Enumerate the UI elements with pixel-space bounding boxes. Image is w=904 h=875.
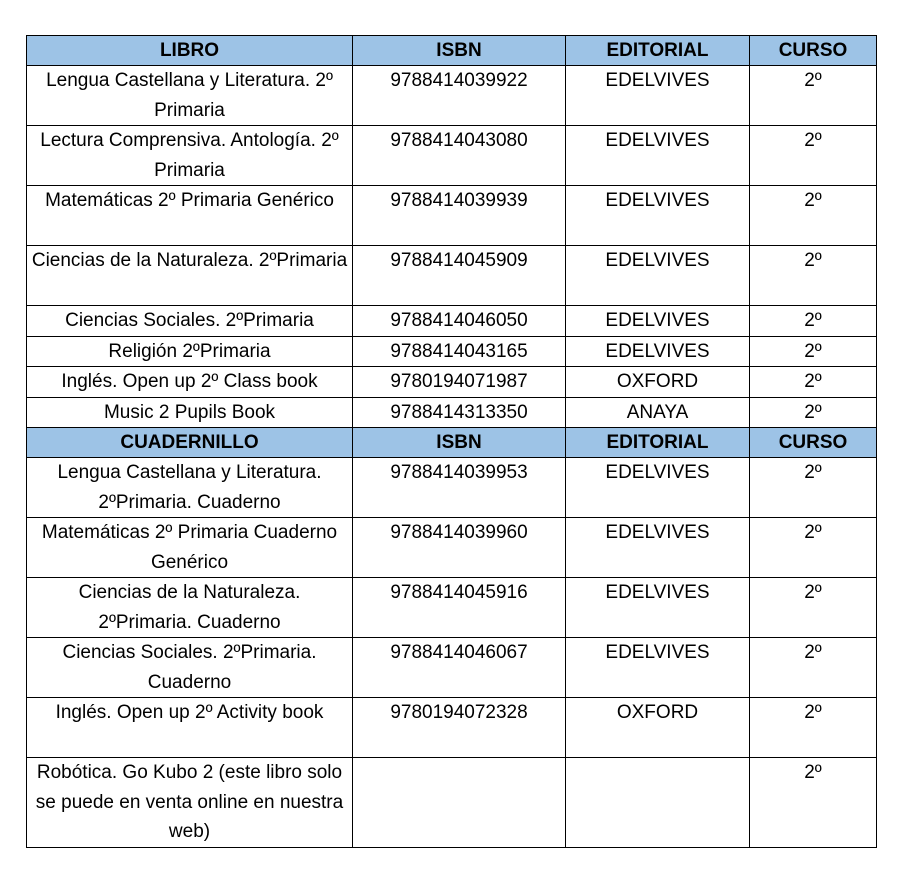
title-cell: Matemáticas 2º Primaria Genérico xyxy=(27,186,353,246)
header-isbn: ISBN xyxy=(353,428,566,458)
curso-cell: 2º xyxy=(750,126,877,186)
isbn-cell: 9788414043080 xyxy=(353,126,566,186)
header-curso: CURSO xyxy=(750,36,877,66)
editorial-cell: EDELVIVES xyxy=(566,518,750,578)
isbn-cell: 9788414045909 xyxy=(353,246,566,306)
isbn-cell: 9788414045916 xyxy=(353,578,566,638)
curso-cell: 2º xyxy=(750,758,877,848)
title-cell: Matemáticas 2º Primaria Cuaderno Genérico xyxy=(27,518,353,578)
title-cell: Lectura Comprensiva. Antología. 2º Primaria xyxy=(27,126,353,186)
table-row xyxy=(27,66,877,126)
table-row xyxy=(27,758,877,848)
editorial-cell: OXFORD xyxy=(566,698,750,758)
header-cuadernillo: CUADERNILLO xyxy=(27,428,353,458)
isbn-cell: 9788414039922 xyxy=(353,66,566,126)
isbn-cell: 9788414039960 xyxy=(353,518,566,578)
curso-cell: 2º xyxy=(750,518,877,578)
title-cell: Ciencias de la Naturaleza. 2ºPrimaria xyxy=(27,246,353,306)
book-list-table xyxy=(26,35,877,848)
curso-cell: 2º xyxy=(750,66,877,126)
curso-cell: 2º xyxy=(750,306,877,337)
title-cell: Inglés. Open up 2º Activity book xyxy=(27,698,353,758)
editorial-cell: OXFORD xyxy=(566,367,750,398)
table-row xyxy=(27,397,877,428)
table-row xyxy=(27,367,877,398)
isbn-cell: 9788414039939 xyxy=(353,186,566,246)
isbn-cell: 9780194071987 xyxy=(353,367,566,398)
editorial-cell: ANAYA xyxy=(566,397,750,428)
curso-cell: 2º xyxy=(750,638,877,698)
table-row xyxy=(27,518,877,578)
header-libro: LIBRO xyxy=(27,36,353,66)
table-row xyxy=(27,186,877,246)
table-row xyxy=(27,578,877,638)
editorial-cell: EDELVIVES xyxy=(566,126,750,186)
title-cell: Lengua Castellana y Literatura. 2ºPrimaria. Cuaderno xyxy=(27,458,353,518)
isbn-cell: 9788414043165 xyxy=(353,336,566,367)
title-cell: Inglés. Open up 2º Class book xyxy=(27,367,353,398)
isbn-cell xyxy=(353,758,566,848)
title-cell: Music 2 Pupils Book xyxy=(27,397,353,428)
editorial-cell: EDELVIVES xyxy=(566,186,750,246)
table-row xyxy=(27,126,877,186)
editorial-cell: EDELVIVES xyxy=(566,638,750,698)
title-cell: Ciencias Sociales. 2ºPrimaria xyxy=(27,306,353,337)
isbn-cell: 9788414313350 xyxy=(353,397,566,428)
table-row xyxy=(27,306,877,337)
header-editorial: EDITORIAL xyxy=(566,428,750,458)
table-row xyxy=(27,246,877,306)
table-row xyxy=(27,698,877,758)
header-curso: CURSO xyxy=(750,428,877,458)
editorial-cell: EDELVIVES xyxy=(566,246,750,306)
isbn-cell: 9788414046067 xyxy=(353,638,566,698)
editorial-cell: EDELVIVES xyxy=(566,306,750,337)
table-row xyxy=(27,336,877,367)
curso-cell: 2º xyxy=(750,246,877,306)
curso-cell: 2º xyxy=(750,367,877,398)
editorial-cell: EDELVIVES xyxy=(566,336,750,367)
editorial-cell: EDELVIVES xyxy=(566,578,750,638)
table-row xyxy=(27,458,877,518)
title-cell: Ciencias de la Naturaleza. 2ºPrimaria. Cuaderno xyxy=(27,578,353,638)
table-row xyxy=(27,638,877,698)
editorial-cell: EDELVIVES xyxy=(566,66,750,126)
cuadernillo-header-row xyxy=(27,428,877,458)
editorial-cell: EDELVIVES xyxy=(566,458,750,518)
libro-header-row xyxy=(27,36,877,66)
curso-cell: 2º xyxy=(750,397,877,428)
header-isbn: ISBN xyxy=(353,36,566,66)
isbn-cell: 9780194072328 xyxy=(353,698,566,758)
header-editorial: EDITORIAL xyxy=(566,36,750,66)
title-cell: Ciencias Sociales. 2ºPrimaria. Cuaderno xyxy=(27,638,353,698)
title-cell: Lengua Castellana y Literatura. 2º Primaria xyxy=(27,66,353,126)
curso-cell: 2º xyxy=(750,186,877,246)
editorial-cell xyxy=(566,758,750,848)
curso-cell: 2º xyxy=(750,698,877,758)
curso-cell: 2º xyxy=(750,336,877,367)
curso-cell: 2º xyxy=(750,458,877,518)
isbn-cell: 9788414046050 xyxy=(353,306,566,337)
title-cell: Robótica. Go Kubo 2 (este libro solo se puede en venta online en nuestra web) xyxy=(27,758,353,848)
title-cell: Religión 2ºPrimaria xyxy=(27,336,353,367)
curso-cell: 2º xyxy=(750,578,877,638)
isbn-cell: 9788414039953 xyxy=(353,458,566,518)
